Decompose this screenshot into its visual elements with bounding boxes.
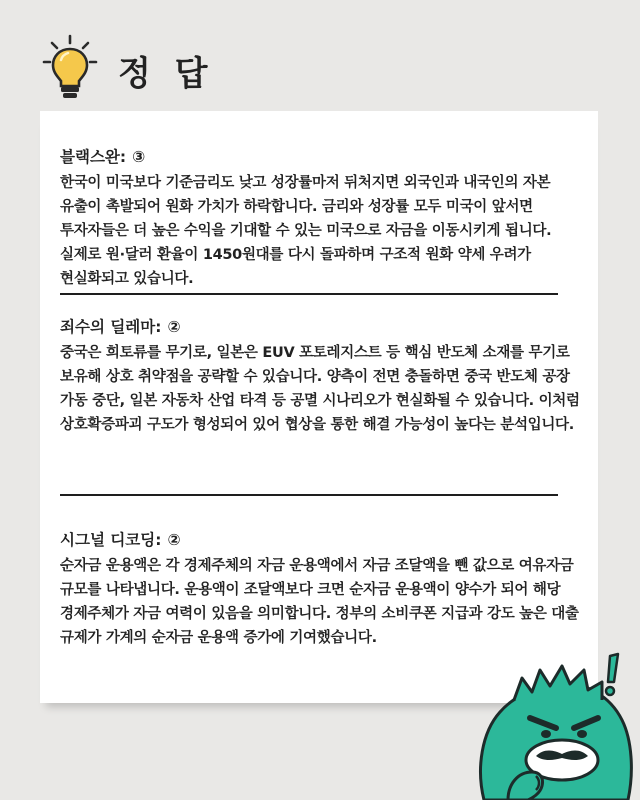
answer-number: ② (167, 531, 181, 549)
page-header (40, 32, 340, 102)
section-explanation: 한국이 미국보다 기준금리도 낮고 성장률마저 뒤처지면 외국인과 내국인의 자본 유출이 촉발되어 원화 가치가 하락합니다. 금리와 성장률 모두 미국이 앞서면 투자자들은 더 높은 수익을 기대할 수 있는 미국으로 자금을 이동시키게 됩니다. 실제로 원·달러 환율이 1450원대를 다시 돌파하며 구조적 원화 약세 우려가 현실화되고 있습니다. (60, 175, 552, 287)
answer-section-prisoners-dilemma (60, 315, 590, 437)
section-label: 블랙스완: (60, 148, 127, 166)
section-divider (60, 494, 558, 496)
dinosaur-mascot-icon (474, 648, 640, 800)
section-label: 죄수의 딜레마: (60, 318, 162, 336)
section-explanation: 중국은 희토류를 무기로, 일본은 EUV 포토레지스트 등 핵심 반도체 소재를 무기로 보유해 상호 취약점을 공략할 수 있습니다. 양측이 전면 충돌하면 중국 반도체 공장 가동 중단, 일본 자동차 산업 타격 등 공멸 시나리오가 현실화될 수 있습니다. 이처럼 상호확증파괴 구도가 형성되어 있어 협상을 통한 해결 가능성이 높다는 분석입니다. (60, 345, 580, 433)
lightbulb-icon (40, 32, 100, 102)
section-label: 시그널 디코딩: (60, 531, 162, 549)
section-explanation: 순자금 운용액은 각 경제주체의 자금 운용액에서 자금 조달액을 뺀 값으로 여유자금 규모를 나타냅니다. 운용액이 조달액보다 크면 순자금 운용액이 양수가 되어 해당 경제주체가 자금 여력이 있음을 의미합니다. 정부의 소비쿠폰 지급과 강도 높은 대출 규제가 가계의 순자금 운용액 증가에 기여했습니다. (60, 558, 579, 646)
answer-section-black-swan (60, 145, 590, 291)
answer-number: ③ (132, 148, 146, 166)
answer-section-signal-decoding (60, 528, 590, 650)
section-divider (60, 293, 558, 295)
page-title: 정 답 (118, 54, 214, 94)
answer-card (40, 111, 598, 703)
answer-number: ② (167, 318, 181, 336)
